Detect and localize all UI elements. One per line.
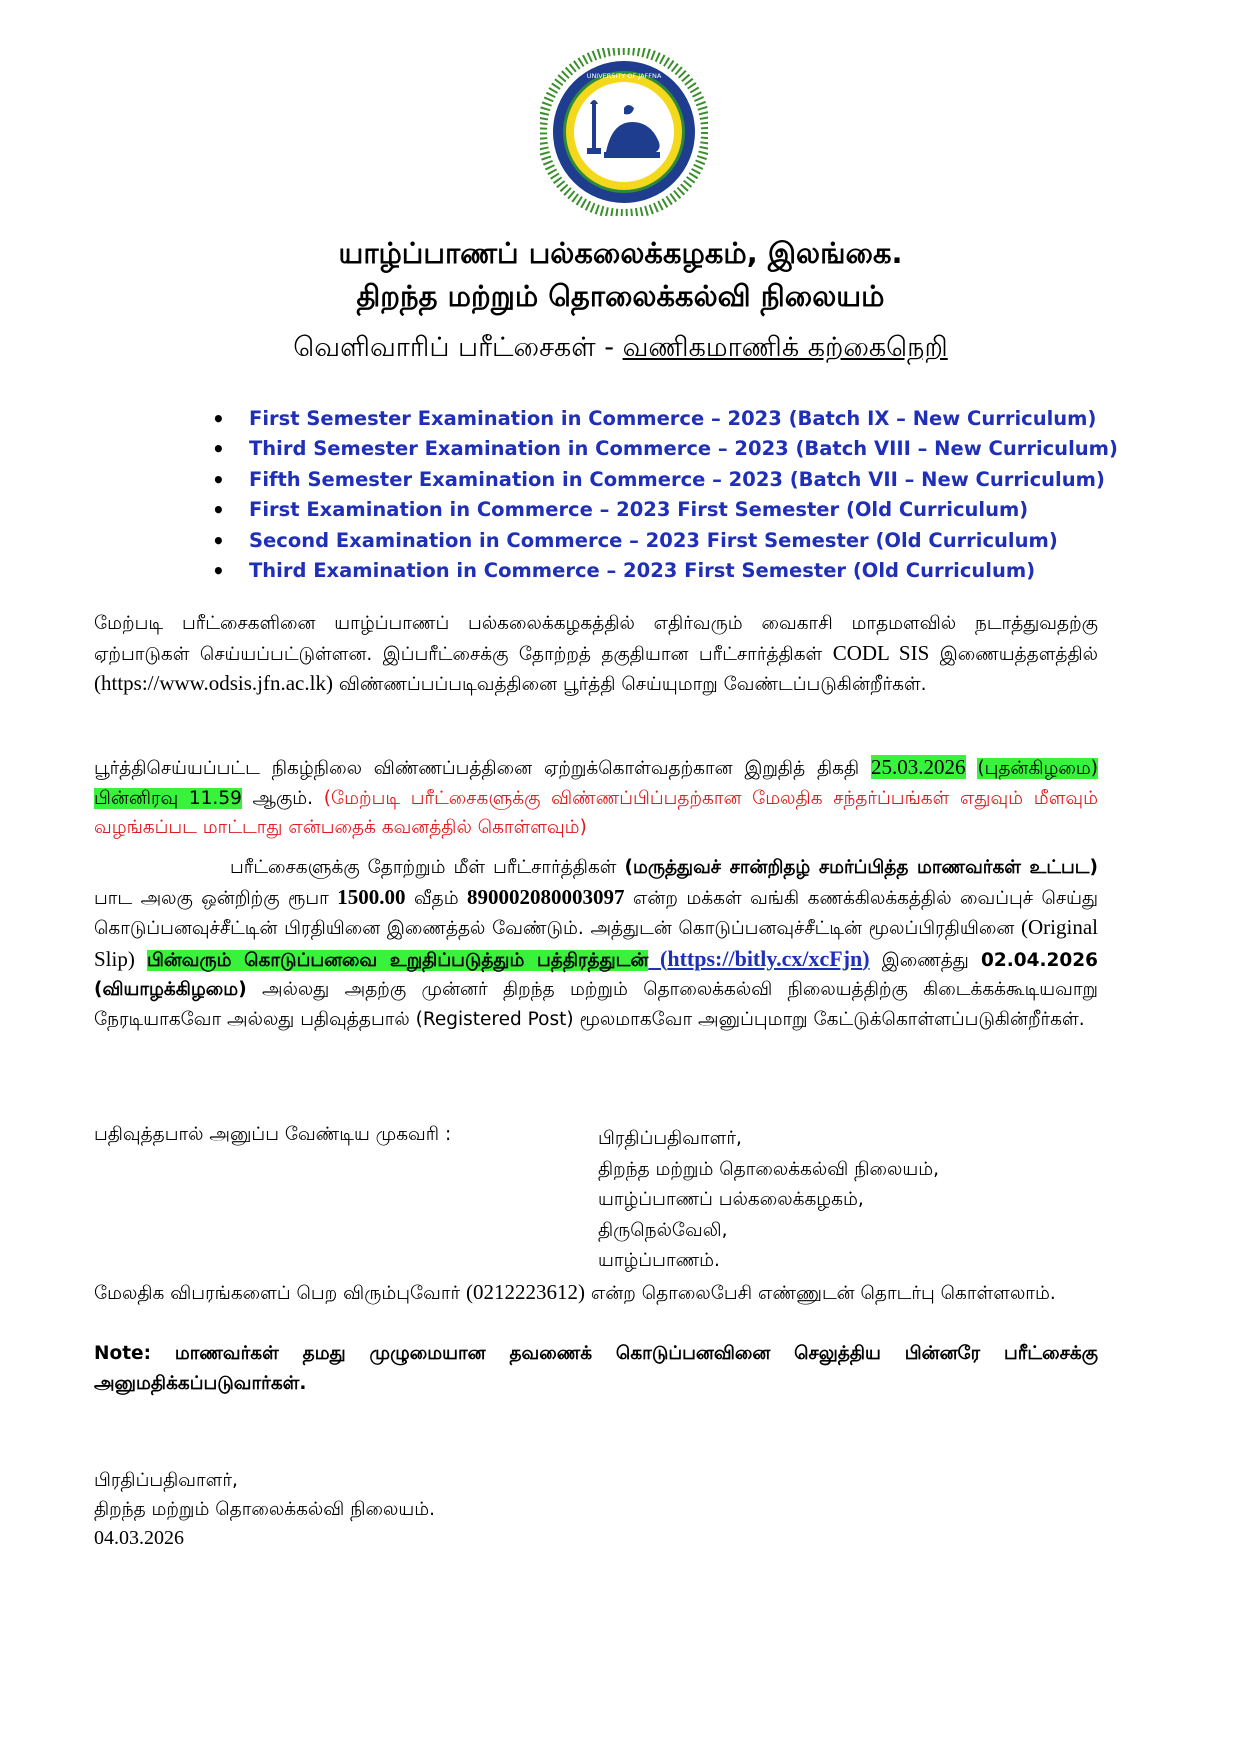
para3-text: என்ற மக்கள் வங்கி கணக்கிலக்கத்தில் வைப்புச் செய்து கொடுப்பனவுச்சீட்டின் பிரதியினை இணைத்தல் வேண்டும். அத்துடன் கொடுப்பனவுச்சீட்டின் மூலப்பிரதியினை [94,887,1099,939]
address-label: பதிவுத்தபால் அனுப்ப வேண்டிய முகவரி : [94,1124,452,1145]
sis-url[interactable]: (https://www.odsis.jfn.ac.lk) [94,671,333,695]
para3-text: பாட அலகு ஒன்றிற்கு ரூபா [94,887,338,909]
signatory-office: திறந்த மற்றும் தொலைக்கல்வி நிலையம். [94,1499,436,1520]
fee-amount: 1500.00 [337,884,406,909]
submission-date: 02.04.2026 (வியாழக்கிழமை) [94,949,1098,1000]
account-number: 890002080003097 [467,884,625,909]
para3-text: இணைத்து [869,949,981,971]
para3-text: பரீட்சைகளுக்கு தோற்றும் மீள் பரீட்சார்த்திகள் [230,857,625,878]
contact-phone: (0212223612) [466,1280,586,1304]
exam-item: • First Examination in Commerce – 2023 First Semester (Old Curriculum) [200,495,1118,525]
contact-text: என்ற தொலைபேசி எண்ணுடன் தொடர்பு கொள்ளலாம். [585,1283,1056,1304]
medical-note: (மருத்துவச் சான்றிதழ் சமர்ப்பித்த மாணவர்கள் உட்பட) [624,857,1098,878]
confirmation-form-link[interactable]: https://bitly.cx/xcFjn [667,945,863,971]
deadline-warning: (மேற்படி பரீட்சைகளுக்கு விண்ணப்பிப்பதற்கான மேலதிக சந்தர்ப்பங்கள் எதுவும் மீளவும் வழங்கப்பட மாட்டாது என்பதைக் கவனத்தில் கொள்ளவும்) [94,787,1098,838]
exam-item: • Second Examination in Commerce – 2023 First Semester (Old Curriculum) [200,526,1118,556]
exam-list [200,404,1118,586]
centre-title: திறந்த மற்றும் தொலைக்கல்வி நிலையம் [356,279,885,313]
para3-text: வீதம் [405,887,468,909]
note-paragraph [94,1339,1098,1399]
exam-item: • Fifth Semester Examination in Commerce – 2023 (Batch VII – New Curriculum) [200,465,1118,495]
notice-subtitle [0,332,1241,367]
exam-item: • Third Semester Examination in Commerce – 2023 (Batch VIII – New Curriculum) [200,434,1118,464]
para1-text: இணையத்தளத்தில் [929,643,1098,665]
university-seal-icon [540,48,708,216]
original-slip: (Original Slip) [94,915,1098,971]
exam-item: • First Semester Examination in Commerce – 2023 (Batch IX – New Curriculum) [200,404,1118,434]
subtitle-course: வணிகமாணிக் கற்கைநெறி [622,332,948,363]
sis-label: CODL SIS [832,640,930,665]
subtitle-prefix: வெளிவாரிப் பரீட்சைகள் - [293,332,623,363]
signatory-title: பிரதிப்பதிவாளர், [94,1470,238,1491]
signature-block [94,1466,435,1553]
payment-paragraph [94,853,1098,1034]
note-text: மாணவர்கள் தமது முழுமையான தவணைக் கொடுப்பனவினை செலுத்திய பின்னரே பரீட்சைக்கு அனுமதிக்கப்படுவார்கள். [94,1343,1098,1394]
seal-text: UNIVERSITY OF JAFFNA [586,72,662,80]
address-line: யாழ்ப்பாணப் பல்கலைக்கழகம், [598,1189,864,1210]
address-line: திறந்த மற்றும் தொலைக்கல்வி நிலையம், [598,1158,940,1180]
address-line: திருநெல்வேலி, [598,1219,728,1241]
application-paragraph [94,609,1098,700]
para1-text: விண்ணப்பப்படிவத்தினை பூர்த்தி செய்யுமாறு வேண்டப்படுகின்றீர்கள். [332,674,927,695]
exam-item: • Third Examination in Commerce – 2023 First Semester (Old Curriculum) [200,556,1118,586]
deadline-paragraph [94,753,1098,843]
para3-text: மூலமாகவோ அனுப்புமாறு கேட்டுக்கொள்ளப்படுகின்றீர்கள். [573,1008,1085,1030]
link-bracket: ) [862,945,870,971]
notice-date: 04.03.2026 [94,1527,184,1549]
para2-text: பூர்த்திசெய்யப்பட்ட நிகழ்நிலை விண்ணப்பத்தினை ஏற்றுக்கொள்வதற்கான இறுதித் திகதி [94,758,871,779]
para3-text: அல்லது அதற்கு முன்னர் திறந்த மற்றும் தொலைக்கல்வி நிலையத்திற்கு கிடைக்கக்கூடியவாறு நேரடியாகவோ அல்லது பதிவுத்தபால் [94,979,1098,1030]
postal-address [598,1124,939,1277]
deadline-date: 25.03.2026 [871,755,966,779]
contact-text: மேலதிக விபரங்களைப் பெற விரும்புவோர் [94,1283,467,1304]
para1-text: மேற்படி பரீட்சைகளினை யாழ்ப்பாணப் பல்கலைக்கழகத்தில் எதிர்வரும் வைகாசி மாதமளவில் நடாத்துவதற்கு ஏற்பாடுகள் செய்யப்பட்டுள்ளன. இப்பரீட்சைக்கு தோற்றத் தகுதியான பரீட்சார்த்திகள் [94,613,1098,665]
contact-paragraph [94,1278,1098,1309]
university-title: யாழ்ப்பாணப் பல்கலைக்கழகம், இலங்கை. [338,236,903,270]
address-line: பிரதிப்பதிவாளர், [598,1128,742,1149]
confirmation-form-text: பின்வரும் கொடுப்பனவை உறுதிப்படுத்தும் பத்திரத்துடன் [146,949,649,971]
link-bracket: ( [648,945,668,971]
registered-post: (Registered Post) [415,1008,574,1030]
note-label: Note: [94,1343,151,1364]
para2-text: ஆகும். [241,787,324,809]
address-line: யாழ்ப்பாணம். [598,1250,720,1271]
deadline-time: (புதன்கிழமை) பின்னிரவு 11.59 [94,758,1098,809]
